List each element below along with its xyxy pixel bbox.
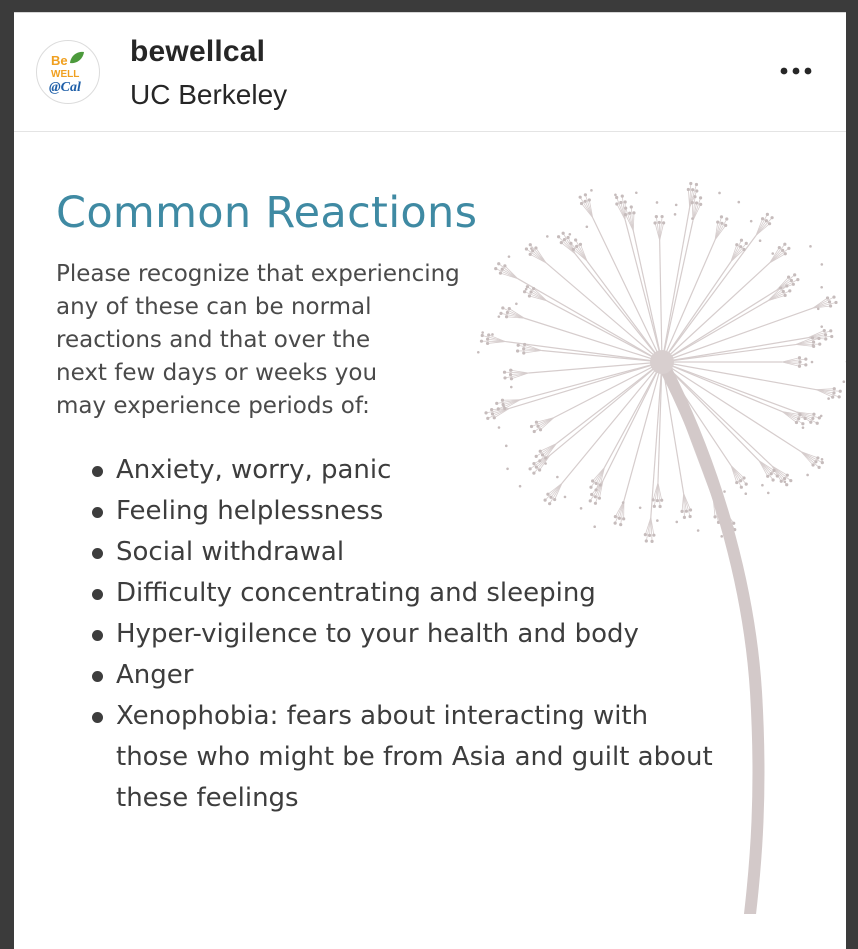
dandelion-dot <box>827 397 830 400</box>
dandelion-dot <box>804 363 807 366</box>
dandelion-dot <box>792 283 795 286</box>
dandelion-dot <box>782 290 785 293</box>
dandelion-dot <box>783 243 786 246</box>
dandelion-dot <box>532 287 535 290</box>
dandelion-dot <box>824 337 827 340</box>
dandelion-dot <box>832 295 835 298</box>
dandelion-dot <box>720 215 723 218</box>
dandelion-dot <box>716 221 719 224</box>
dandelion-dot <box>818 466 821 469</box>
dandelion-dot <box>525 288 528 291</box>
dandelion-dot <box>785 284 788 287</box>
dandelion-filament <box>715 217 721 240</box>
dandelion-dot <box>525 247 528 250</box>
dandelion-dot <box>660 215 663 218</box>
dandelion-dot <box>584 193 587 196</box>
dandelion-dot <box>768 222 771 225</box>
list-item-text: Hyper-vigilence to your health and body <box>116 614 713 655</box>
dandelion-dot <box>560 241 563 244</box>
dandelion-dot <box>740 486 743 489</box>
dandelion-dot <box>786 474 789 477</box>
list-item-text: Social withdrawal <box>116 532 713 573</box>
dandelion-dot <box>529 290 532 293</box>
dandelion-dot <box>505 315 508 318</box>
intro-line: any of these can be normal <box>56 291 496 324</box>
dandelion-dot <box>772 469 775 472</box>
dandelion-dot <box>720 222 723 225</box>
dandelion-dot <box>809 245 812 248</box>
dandelion-dot <box>834 301 837 304</box>
dandelion-dot <box>632 211 635 214</box>
dandelion-dot <box>501 268 504 271</box>
instagram-post <box>14 12 846 949</box>
dandelion-dot <box>833 387 836 390</box>
dandelion-dot <box>804 417 807 420</box>
dandelion-dot <box>498 315 501 318</box>
more-options-button[interactable] <box>776 59 816 83</box>
dandelion-dot <box>718 192 721 195</box>
dandelion-dot <box>839 390 842 393</box>
dandelion-dot <box>720 535 723 538</box>
post-location[interactable]: UC Berkeley <box>130 79 287 111</box>
dandelion-dot <box>653 221 656 224</box>
dandelion-dot <box>508 307 511 310</box>
dandelion-dot <box>788 289 791 292</box>
dandelion-dot <box>529 253 532 256</box>
dandelion-seed <box>546 263 662 362</box>
dandelion-dot <box>824 333 827 336</box>
bullet-icon <box>92 630 103 641</box>
dandelion-dot <box>662 221 665 224</box>
logo-text-cal: @Cal <box>49 80 81 95</box>
dandelion-dot <box>814 460 817 463</box>
dandelion-dot <box>811 463 814 466</box>
dandelion-dot <box>535 421 538 424</box>
dandelion-dot <box>783 477 786 480</box>
dandelion-dot <box>766 475 769 478</box>
avatar[interactable] <box>36 40 100 104</box>
dandelion-dot <box>744 492 747 495</box>
dandelion-dot <box>529 243 532 246</box>
dandelion-dot <box>771 478 774 481</box>
dandelion-dot <box>619 201 622 204</box>
dandelion-dot <box>818 343 821 346</box>
dandelion-dot <box>503 376 506 379</box>
dandelion-dot <box>811 417 814 420</box>
dandelion-dot <box>536 425 539 428</box>
dandelion-dot <box>817 337 820 340</box>
dandelion-dot <box>770 472 773 475</box>
dandelion-seed <box>662 207 690 362</box>
dandelion-dot <box>699 196 702 199</box>
dandelion-dot <box>586 225 589 228</box>
dandelion-dot <box>510 369 513 372</box>
dandelion-dot <box>695 201 698 204</box>
list-item-text: those who might be from Asia and guilt about <box>116 737 713 778</box>
dandelion-dot <box>508 255 511 258</box>
dandelion-seed <box>662 345 796 362</box>
post-image[interactable] <box>14 132 846 914</box>
dandelion-dot <box>499 312 502 315</box>
list-item-text: these feelings <box>116 778 713 819</box>
dandelion-seed <box>575 254 662 362</box>
dandelion-seed <box>550 362 662 455</box>
image-title: Common Reactions <box>56 188 477 238</box>
dandelion-dot <box>624 213 627 216</box>
dandelion-dot <box>828 300 831 303</box>
dandelion-dot <box>501 399 504 402</box>
dandelion-dot <box>516 349 519 352</box>
dandelion-dot <box>789 479 792 482</box>
dandelion-dot <box>522 351 525 354</box>
dandelion-dot <box>795 421 798 424</box>
dandelion-dot <box>816 456 819 459</box>
more-options-icon <box>776 59 816 83</box>
dandelion-dot <box>811 361 814 364</box>
dandelion-dot <box>742 476 745 479</box>
list-item-text: Difficulty concentrating and sleeping <box>116 573 713 614</box>
dandelion-seed <box>625 220 662 362</box>
dandelion-dot <box>557 235 560 238</box>
dandelion-dot <box>497 262 500 265</box>
dandelion-seed <box>660 240 662 362</box>
list-item <box>90 696 713 819</box>
dandelion-dot <box>761 484 764 487</box>
dandelion-dot <box>821 458 824 461</box>
list-item <box>90 573 713 614</box>
dandelion-dot <box>530 425 533 428</box>
dandelion-dot <box>695 189 698 192</box>
dandelion-dot <box>526 285 529 288</box>
dandelion-dot <box>784 480 787 483</box>
dandelion-seed <box>557 362 662 444</box>
dandelion-dot <box>750 220 753 223</box>
logo-text-be: Be <box>51 53 68 68</box>
dandelion-dot <box>801 422 804 425</box>
list-item <box>90 614 713 655</box>
dandelion-dot <box>779 286 782 289</box>
dandelion-dot <box>829 304 832 307</box>
dandelion-dot <box>759 239 762 242</box>
dandelion-dot <box>501 306 504 309</box>
dandelion-dot <box>574 238 577 241</box>
dandelion-dot <box>724 224 727 227</box>
dandelion-dot <box>510 386 513 389</box>
dandelion-dot <box>761 217 764 220</box>
dandelion-dot <box>656 201 659 204</box>
dandelion-dot <box>829 329 832 332</box>
dandelion-dot <box>579 243 582 246</box>
dandelion-dot <box>765 219 768 222</box>
dandelion-dot <box>580 202 583 205</box>
bullet-icon <box>92 507 103 518</box>
dandelion-dot <box>502 405 505 408</box>
dandelion-dot <box>798 413 801 416</box>
dandelion-dot <box>523 290 526 293</box>
dandelion-dot <box>615 202 618 205</box>
dandelion-dot <box>770 216 773 219</box>
dandelion-dot <box>588 198 591 201</box>
dandelion-dot <box>798 356 801 359</box>
dandelion-dot <box>820 415 823 418</box>
dandelion-dot <box>787 276 790 279</box>
dandelion-dot <box>569 242 572 245</box>
dandelion-dot <box>630 205 633 208</box>
dandelion-dot <box>766 213 769 216</box>
dandelion-dot <box>732 522 735 525</box>
dandelion-dot <box>831 396 834 399</box>
dandelion-dot <box>522 347 525 350</box>
dandelion-center <box>650 350 674 374</box>
list-item-text: Xenophobia: fears about interacting with <box>116 696 713 737</box>
dandelion-dot <box>816 422 819 425</box>
dandelion-dot <box>817 307 820 310</box>
dandelion-dot <box>793 273 796 276</box>
dandelion-dot <box>567 236 570 239</box>
dandelion-dot <box>843 380 846 383</box>
bullet-icon <box>92 548 103 559</box>
dandelion-dot <box>655 215 658 218</box>
dandelion-dot <box>785 483 788 486</box>
dandelion-dot <box>614 194 617 197</box>
dandelion-seed <box>593 218 662 362</box>
dandelion-dot <box>503 264 506 267</box>
dandelion-filament <box>782 359 806 362</box>
list-item <box>90 450 713 491</box>
dandelion-dot <box>562 232 565 235</box>
dandelion-dot <box>832 391 835 394</box>
intro-line: reactions and that over the <box>56 324 496 357</box>
dandelion-dot <box>523 343 526 346</box>
dandelion-dot <box>691 217 694 220</box>
dandelion-dot <box>713 515 716 518</box>
dandelion-dot <box>820 325 823 328</box>
dandelion-seed <box>662 290 776 362</box>
list-item <box>90 491 713 532</box>
dandelion-dot <box>784 294 787 297</box>
bullet-icon <box>92 712 103 723</box>
dandelion-dot <box>509 373 512 376</box>
dandelion-dot <box>812 340 815 343</box>
dandelion-dot <box>806 474 809 477</box>
dandelion-dot <box>745 242 748 245</box>
bullet-icon <box>92 671 103 682</box>
dandelion-dot <box>503 371 506 374</box>
dandelion-dot <box>725 217 728 220</box>
dandelion-dot <box>621 195 624 198</box>
dandelion-dot <box>624 207 627 210</box>
reactions-list <box>90 450 713 819</box>
dandelion-dot <box>530 247 533 250</box>
dandelion-dot <box>811 336 814 339</box>
dandelion-dot <box>569 233 572 236</box>
dandelion-dot <box>784 252 787 255</box>
intro-line: next few days or weeks you <box>56 357 496 390</box>
dandelion-dot <box>515 302 518 305</box>
dandelion-dot <box>624 200 627 203</box>
dandelion-dot <box>742 248 745 251</box>
dandelion-dot <box>675 204 678 207</box>
dandelion-dot <box>787 247 790 250</box>
dandelion-dot <box>563 238 566 241</box>
dandelion-dot <box>739 479 742 482</box>
dandelion-dot <box>821 263 824 266</box>
dandelion-dot <box>498 426 501 429</box>
dandelion-dot <box>776 474 779 477</box>
dandelion-dot <box>737 201 740 204</box>
list-item <box>90 655 713 696</box>
dandelion-dot <box>534 246 537 249</box>
dandelion-dot <box>820 286 823 289</box>
dandelion-dot <box>689 182 692 185</box>
dandelion-dot <box>804 358 807 361</box>
list-item <box>90 532 713 573</box>
dandelion-dot <box>506 311 509 314</box>
list-item-text: Anger <box>116 655 713 696</box>
dandelion-dot <box>615 196 618 199</box>
dandelion-filament <box>633 213 634 231</box>
dandelion-dot <box>809 421 812 424</box>
dandelion-dot <box>767 492 770 495</box>
dandelion-dot <box>584 200 587 203</box>
leaf-icon <box>70 52 84 63</box>
dandelion-dot <box>505 445 508 448</box>
dandelion-dot <box>798 365 801 368</box>
logo-text-well: WELL <box>51 69 79 80</box>
dandelion-dot <box>546 235 549 238</box>
dandelion-dot <box>735 481 738 484</box>
dandelion-dot <box>781 249 784 252</box>
dandelion-seed <box>662 308 813 362</box>
dandelion-dot <box>658 221 661 224</box>
dandelion-dot <box>771 252 774 255</box>
intro-line: may experience periods of: <box>56 390 496 423</box>
dandelion-dot <box>510 377 513 380</box>
list-item-text: Anxiety, worry, panic <box>116 450 713 491</box>
dandelion-filament <box>585 195 592 218</box>
dandelion-seed <box>505 342 662 362</box>
dandelion-dot <box>691 188 694 191</box>
bullet-icon <box>92 466 103 477</box>
list-item-text: Feeling helplessness <box>116 491 713 532</box>
dandelion-dot <box>517 344 520 347</box>
dandelion-dot <box>821 461 824 464</box>
dandelion-dot <box>735 243 738 246</box>
dandelion-dot <box>790 279 793 282</box>
dandelion-dot <box>830 335 833 338</box>
dandelion-dot <box>533 430 536 433</box>
dandelion-dot <box>802 426 805 429</box>
dandelion-dot <box>635 191 638 194</box>
dandelion-dot <box>823 329 826 332</box>
dandelion-filament <box>660 217 662 241</box>
dandelion-dot <box>579 196 582 199</box>
dandelion-dot <box>739 245 742 248</box>
intro-line: Please recognize that experiencing <box>56 258 496 291</box>
dandelion-dot <box>796 278 799 281</box>
dandelion-dot <box>693 195 696 198</box>
dandelion-dot <box>674 213 677 216</box>
dandelion-dot <box>812 413 815 416</box>
dandelion-dot <box>572 248 575 251</box>
dandelion-dot <box>798 360 801 363</box>
dandelion-dot <box>723 490 726 493</box>
bewellcal-logo-icon <box>37 41 99 103</box>
dandelion-dot <box>695 183 698 186</box>
dandelion-dot <box>699 203 702 206</box>
dandelion-dot <box>499 272 502 275</box>
post-header <box>14 13 846 132</box>
dandelion-dot <box>528 294 531 297</box>
dandelion-dot <box>628 212 631 215</box>
dandelion-filament <box>782 362 806 365</box>
post-username[interactable]: bewellcal <box>130 35 265 69</box>
dandelion-dot <box>691 201 694 204</box>
dandelion-filament <box>796 345 814 347</box>
dandelion-dot <box>838 395 841 398</box>
dandelion-dot <box>590 189 593 192</box>
dandelion-dot <box>687 188 690 191</box>
dandelion-dot <box>826 296 829 299</box>
dandelion-dot <box>740 239 743 242</box>
dandelion-seed <box>662 262 731 362</box>
dandelion-dot <box>812 344 815 347</box>
dandelion-dot <box>745 483 748 486</box>
dandelion-dot <box>797 417 800 420</box>
dandelion-dot <box>497 407 500 410</box>
dandelion-dot <box>778 246 781 249</box>
dandelion-dot <box>575 245 578 248</box>
intro-paragraph <box>56 258 496 423</box>
bullet-icon <box>92 589 103 600</box>
dandelion-dot <box>780 480 783 483</box>
dandelion-dot <box>539 428 542 431</box>
